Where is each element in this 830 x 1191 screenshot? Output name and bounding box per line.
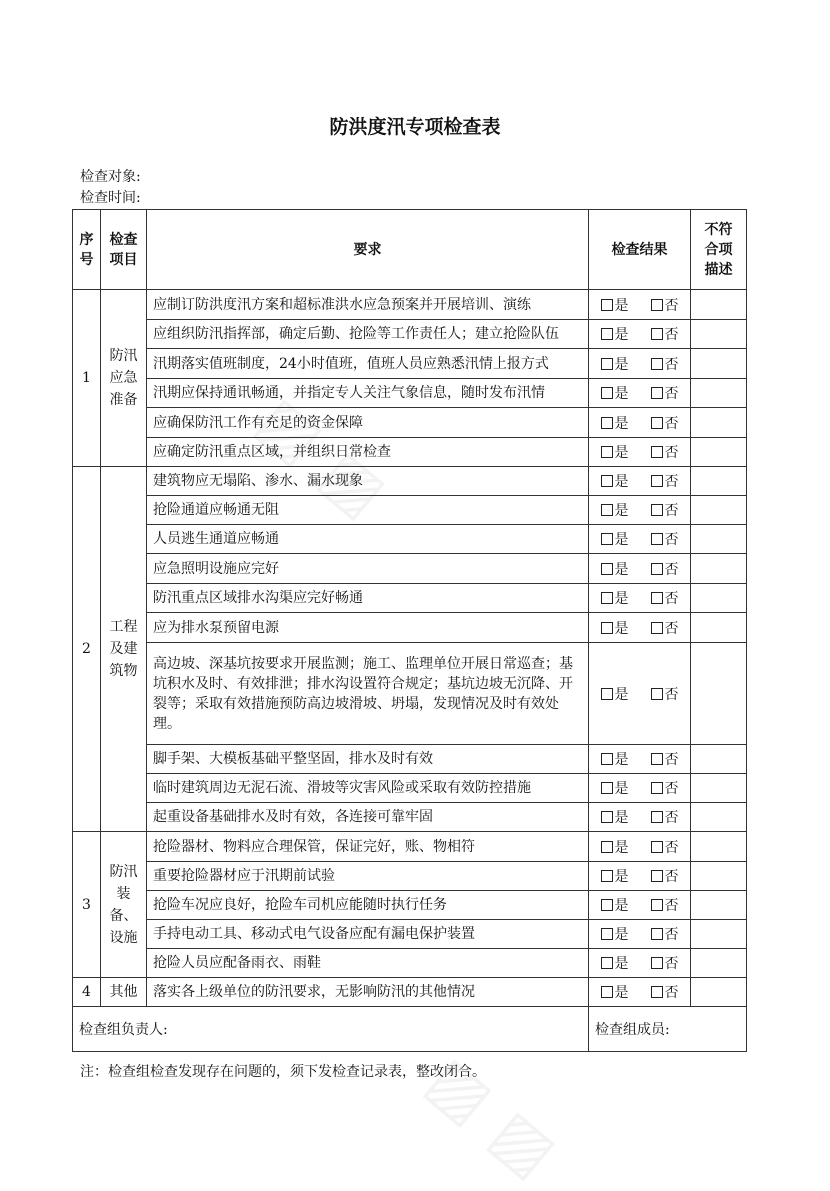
result-yes-option[interactable]	[601, 807, 629, 827]
result-no-label: 否	[664, 356, 679, 373]
result-cell	[589, 643, 691, 745]
header-category-line: 项目	[109, 251, 138, 268]
result-yes-option[interactable]	[601, 924, 629, 944]
checkbox-icon[interactable]	[651, 504, 663, 516]
checkbox-icon[interactable]	[601, 328, 613, 340]
header-category-line: 检查	[109, 231, 138, 248]
checkbox-icon[interactable]	[651, 592, 663, 604]
result-yes-label: 是	[614, 956, 629, 972]
section-category-line: 及建	[109, 641, 138, 657]
page-title: 防洪度汛专项检查表	[329, 116, 501, 138]
requirement-text: 应为排水泵预留电源	[147, 613, 589, 643]
nonconformity-field[interactable]	[691, 920, 747, 949]
result-yes-label: 是	[614, 927, 629, 943]
table-row	[73, 774, 747, 803]
checkbox-icon[interactable]	[601, 688, 613, 700]
result-yes-option[interactable]	[601, 295, 629, 315]
checkbox-icon[interactable]	[651, 475, 663, 487]
table-row	[73, 832, 747, 862]
checkbox-icon[interactable]	[651, 533, 663, 545]
checkbox-icon[interactable]	[601, 753, 613, 765]
header-index-line: 号	[79, 251, 94, 268]
requirement-text: 落实各上级单位的防汛要求，无影响防汛的其他情况	[147, 978, 589, 1007]
result-no-option[interactable]	[651, 684, 679, 704]
result-no-option[interactable]	[651, 413, 679, 433]
section-category-line: 准备	[109, 392, 138, 408]
result-yes-label: 是	[614, 781, 629, 797]
result-no-option[interactable]	[651, 559, 679, 579]
result-no-option[interactable]	[651, 749, 679, 769]
section-number: 1	[73, 290, 101, 467]
result-yes-label: 是	[614, 839, 629, 856]
checkbox-icon[interactable]	[601, 446, 613, 458]
result-yes-label: 是	[614, 474, 629, 490]
requirement-text: 抢险车况应良好，抢险车司机应能随时执行任务	[147, 891, 589, 920]
checkbox-icon[interactable]	[651, 299, 663, 311]
checkbox-icon[interactable]	[601, 870, 613, 882]
table-header-row	[73, 210, 747, 290]
section-category-line: 筑物	[109, 663, 138, 679]
result-no-label: 否	[664, 591, 679, 607]
checkbox-icon[interactable]	[601, 811, 613, 823]
requirement-text: 汛期应保持通讯畅通，并指定专人关注气象信息，随时发布汛情	[147, 379, 589, 408]
result-cell	[589, 496, 691, 525]
inspection-time-label: 检查时间:	[80, 190, 141, 206]
result-cell	[589, 920, 691, 949]
requirement-text: 人员逃生通道应畅通	[147, 525, 589, 554]
result-no-label: 否	[664, 927, 679, 943]
header-nonconformity-line: 合项	[704, 241, 733, 258]
result-cell	[589, 379, 691, 408]
inspection-members-field[interactable]: 检查组成员:	[589, 1007, 747, 1052]
nonconformity-field[interactable]	[691, 320, 747, 349]
result-no-label: 否	[664, 474, 679, 490]
nonconformity-field[interactable]	[691, 803, 747, 832]
checkbox-icon[interactable]	[651, 957, 663, 969]
result-yes-label: 是	[614, 985, 629, 1001]
section-category-line: 设施	[109, 929, 138, 946]
result-yes-label: 是	[614, 327, 629, 343]
checkbox-icon[interactable]	[651, 753, 663, 765]
result-yes-option[interactable]	[601, 618, 629, 638]
header-index-line: 序	[79, 231, 94, 248]
result-no-label: 否	[664, 503, 679, 519]
nonconformity-field[interactable]	[691, 496, 747, 525]
result-no-option[interactable]	[651, 295, 679, 315]
checkbox-icon[interactable]	[601, 563, 613, 575]
nonconformity-field[interactable]	[691, 467, 747, 496]
checkbox-icon[interactable]	[601, 592, 613, 604]
checkbox-icon[interactable]	[601, 299, 613, 311]
checkbox-icon[interactable]	[651, 870, 663, 882]
checklist-table	[72, 209, 747, 1052]
result-no-label: 否	[664, 869, 679, 885]
header-result: 检查结果	[589, 210, 691, 290]
nonconformity-field[interactable]	[691, 891, 747, 920]
result-no-label: 否	[664, 327, 679, 343]
table-row	[73, 408, 747, 438]
table-row	[73, 438, 747, 467]
result-no-label: 否	[664, 561, 679, 578]
checkbox-icon[interactable]	[651, 358, 663, 370]
checkbox-icon[interactable]	[651, 622, 663, 634]
result-yes-option[interactable]	[601, 778, 629, 798]
result-no-label: 否	[664, 415, 679, 432]
result-cell	[589, 891, 691, 920]
result-no-option[interactable]	[651, 953, 679, 973]
result-cell	[589, 774, 691, 803]
table-row	[73, 949, 747, 978]
section-category-line: 防汛	[109, 348, 138, 364]
result-yes-label: 是	[614, 810, 629, 826]
result-yes-label: 是	[614, 620, 629, 637]
checkbox-icon[interactable]	[651, 899, 663, 911]
result-yes-option[interactable]	[601, 684, 629, 704]
requirement-text: 重要抢险器材应于汛期前试验	[147, 862, 589, 891]
nonconformity-field[interactable]	[691, 862, 747, 891]
nonconformity-field[interactable]	[691, 832, 747, 862]
result-no-label: 否	[664, 956, 679, 972]
result-cell	[589, 803, 691, 832]
checkbox-icon[interactable]	[601, 622, 613, 634]
requirement-text: 建筑物应无塌陷、渗水、漏水现象	[147, 467, 589, 496]
checkbox-icon[interactable]	[651, 841, 663, 853]
result-no-label: 否	[664, 686, 679, 703]
inspection-leader-field[interactable]: 检查组负责人:	[73, 1007, 589, 1052]
table-row	[73, 613, 747, 643]
result-yes-label: 是	[614, 561, 629, 578]
requirement-text: 起重设备基础排水及时有效，各连接可靠牢固	[147, 803, 589, 832]
nonconformity-field[interactable]	[691, 349, 747, 379]
signature-row	[73, 1007, 747, 1052]
result-yes-option[interactable]	[601, 895, 629, 915]
result-cell	[589, 467, 691, 496]
checkbox-icon[interactable]	[601, 475, 613, 487]
table-row	[73, 978, 747, 1007]
header-nonconformity	[691, 210, 747, 290]
requirement-text: 高边坡、深基坑按要求开展监测；施工、监理单位开展日常巡查；基坑积水及时、有效排泄；排水沟设置符合规定；基坑边坡无沉降、开裂等；采取有效措施预防高边坡滑坡、坍塌，发现情况及时有效处理。	[147, 643, 589, 745]
result-no-option[interactable]	[651, 618, 679, 638]
nonconformity-field[interactable]	[691, 949, 747, 978]
result-yes-option[interactable]	[601, 442, 629, 462]
section-category-line: 装	[116, 885, 131, 902]
checkbox-icon[interactable]	[601, 957, 613, 969]
checkbox-icon[interactable]	[601, 387, 613, 399]
result-cell	[589, 613, 691, 643]
result-yes-option[interactable]	[601, 529, 629, 549]
result-yes-option[interactable]	[601, 383, 629, 403]
table-row	[73, 920, 747, 949]
result-yes-option[interactable]	[601, 953, 629, 973]
result-no-label: 否	[664, 810, 679, 826]
result-yes-option[interactable]	[601, 324, 629, 344]
nonconformity-field[interactable]	[691, 379, 747, 408]
requirement-text: 抢险器材、物料应合理保管，保证完好，账、物相符	[147, 832, 589, 862]
nonconformity-field[interactable]	[691, 525, 747, 554]
result-no-option[interactable]	[651, 866, 679, 886]
result-cell	[589, 349, 691, 379]
requirement-text: 抢险通道应畅通无阻	[147, 496, 589, 525]
section-category-line: 其他	[109, 984, 138, 1000]
result-yes-option[interactable]	[601, 471, 629, 491]
result-yes-option[interactable]	[601, 982, 629, 1002]
nonconformity-field[interactable]	[691, 774, 747, 803]
requirement-text: 应制订防洪度汛方案和超标准洪水应急预案并开展培训、演练	[147, 290, 589, 320]
table-row	[73, 745, 747, 774]
result-cell	[589, 978, 691, 1007]
result-cell	[589, 408, 691, 438]
checkbox-icon[interactable]	[651, 387, 663, 399]
result-yes-label: 是	[614, 532, 629, 548]
checkbox-icon[interactable]	[601, 504, 613, 516]
result-yes-label: 是	[614, 415, 629, 432]
table-row	[73, 525, 747, 554]
result-yes-label: 是	[614, 356, 629, 373]
result-no-option[interactable]	[651, 324, 679, 344]
nonconformity-field[interactable]	[691, 584, 747, 613]
result-no-label: 否	[664, 445, 679, 461]
result-no-label: 否	[664, 297, 679, 314]
table-row	[73, 554, 747, 584]
nonconformity-field[interactable]	[691, 438, 747, 467]
result-cell	[589, 949, 691, 978]
checklist-body	[73, 290, 747, 1007]
result-no-option[interactable]	[651, 588, 679, 608]
result-yes-label: 是	[614, 686, 629, 703]
header-category	[101, 210, 147, 290]
result-cell	[589, 584, 691, 613]
checkbox-icon[interactable]	[651, 417, 663, 429]
result-yes-label: 是	[614, 445, 629, 461]
checkbox-icon[interactable]	[651, 446, 663, 458]
result-no-option[interactable]	[651, 354, 679, 374]
table-row	[73, 290, 747, 320]
table-row	[73, 643, 747, 745]
section-category-line: 应急	[109, 370, 138, 386]
result-no-option[interactable]	[651, 471, 679, 491]
section-category	[101, 832, 147, 978]
result-yes-label: 是	[614, 752, 629, 768]
section-number: 2	[73, 467, 101, 832]
nonconformity-field[interactable]	[691, 643, 747, 745]
table-row	[73, 584, 747, 613]
checkbox-icon[interactable]	[601, 782, 613, 794]
nonconformity-field[interactable]	[691, 290, 747, 320]
result-cell	[589, 862, 691, 891]
result-no-label: 否	[664, 620, 679, 637]
section-category	[101, 290, 147, 467]
checkbox-icon[interactable]	[601, 533, 613, 545]
result-yes-option[interactable]	[601, 500, 629, 520]
checkbox-icon[interactable]	[601, 358, 613, 370]
requirement-text: 脚手架、大模板基础平整坚固，排水及时有效	[147, 745, 589, 774]
result-no-option[interactable]	[651, 924, 679, 944]
section-category	[101, 978, 147, 1007]
requirement-text: 防汛重点区域排水沟渠应完好畅通	[147, 584, 589, 613]
header-index	[73, 210, 101, 290]
inspection-target-label: 检查对象:	[80, 169, 141, 185]
checkbox-icon[interactable]	[601, 928, 613, 940]
result-no-label: 否	[664, 752, 679, 768]
table-row	[73, 349, 747, 379]
result-yes-option[interactable]	[601, 866, 629, 886]
result-cell	[589, 290, 691, 320]
result-yes-option[interactable]	[601, 837, 629, 857]
result-no-option[interactable]	[651, 837, 679, 857]
checkbox-icon[interactable]	[651, 688, 663, 700]
result-no-label: 否	[664, 781, 679, 797]
section-category-line: 防汛	[109, 863, 138, 880]
result-cell	[589, 438, 691, 467]
requirement-text: 抢险人员应配备雨衣、雨鞋	[147, 949, 589, 978]
section-number: 3	[73, 832, 101, 978]
result-yes-label: 是	[614, 297, 629, 314]
nonconformity-field[interactable]	[691, 408, 747, 438]
table-row	[73, 379, 747, 408]
result-no-option[interactable]	[651, 778, 679, 798]
table-row	[73, 320, 747, 349]
result-yes-option[interactable]	[601, 749, 629, 769]
requirement-text: 汛期落实值班制度，24小时值班，值班人员应熟悉汛情上报方式	[147, 349, 589, 379]
result-cell	[589, 525, 691, 554]
header-nonconformity-line: 不符	[704, 221, 733, 238]
checkbox-icon[interactable]	[601, 986, 613, 998]
result-cell	[589, 554, 691, 584]
result-no-option[interactable]	[651, 442, 679, 462]
requirement-text: 应确保防汛工作有充足的资金保障	[147, 408, 589, 438]
requirement-text: 应确定防汛重点区域，并组织日常检查	[147, 438, 589, 467]
nonconformity-field[interactable]	[691, 554, 747, 584]
nonconformity-field[interactable]	[691, 978, 747, 1007]
result-yes-label: 是	[614, 591, 629, 607]
result-yes-label: 是	[614, 869, 629, 885]
result-no-option[interactable]	[651, 807, 679, 827]
result-no-label: 否	[664, 532, 679, 548]
footnote: 注：检查组检查发现存在问题的，须下发检查记录表，整改闭合。	[80, 1064, 486, 1080]
result-yes-label: 是	[614, 386, 629, 402]
checkbox-icon[interactable]	[651, 328, 663, 340]
table-row	[73, 862, 747, 891]
result-yes-option[interactable]	[601, 559, 629, 579]
section-category-line: 备、	[109, 907, 138, 924]
section-number: 4	[73, 978, 101, 1007]
table-row	[73, 891, 747, 920]
result-no-option[interactable]	[651, 982, 679, 1002]
section-category	[101, 467, 147, 832]
checkbox-icon[interactable]	[601, 899, 613, 911]
result-no-label: 否	[664, 985, 679, 1001]
result-no-label: 否	[664, 839, 679, 856]
result-yes-option[interactable]	[601, 354, 629, 374]
checkbox-icon[interactable]	[651, 782, 663, 794]
result-cell	[589, 320, 691, 349]
header-nonconformity-line: 描述	[704, 261, 733, 278]
checkbox-icon[interactable]	[601, 841, 613, 853]
requirement-text: 应组织防汛指挥部，确定后勤、抢险等工作责任人；建立抢险队伍	[147, 320, 589, 349]
requirement-text: 临时建筑周边无泥石流、滑坡等灾害风险或采取有效防控措施	[147, 774, 589, 803]
result-no-option[interactable]	[651, 500, 679, 520]
result-no-label: 否	[664, 386, 679, 402]
result-no-option[interactable]	[651, 529, 679, 549]
header-requirement: 要求	[147, 210, 589, 290]
result-cell	[589, 745, 691, 774]
requirement-text: 应急照明设施应完好	[147, 554, 589, 584]
nonconformity-field[interactable]	[691, 613, 747, 643]
result-yes-option[interactable]	[601, 588, 629, 608]
table-row	[73, 496, 747, 525]
nonconformity-field[interactable]	[691, 745, 747, 774]
checkbox-icon[interactable]	[651, 563, 663, 575]
result-no-label: 否	[664, 898, 679, 914]
result-cell	[589, 832, 691, 862]
result-yes-label: 是	[614, 503, 629, 519]
checkbox-icon[interactable]	[601, 417, 613, 429]
section-category-line: 工程	[109, 619, 138, 635]
table-row	[73, 803, 747, 832]
checkbox-icon[interactable]	[651, 811, 663, 823]
table-row	[73, 467, 747, 496]
result-yes-option[interactable]	[601, 413, 629, 433]
result-no-option[interactable]	[651, 895, 679, 915]
result-yes-label: 是	[614, 898, 629, 914]
checkbox-icon[interactable]	[651, 986, 663, 998]
requirement-text: 手持电动工具、移动式电气设备应配有漏电保护装置	[147, 920, 589, 949]
result-no-option[interactable]	[651, 383, 679, 403]
checkbox-icon[interactable]	[651, 928, 663, 940]
